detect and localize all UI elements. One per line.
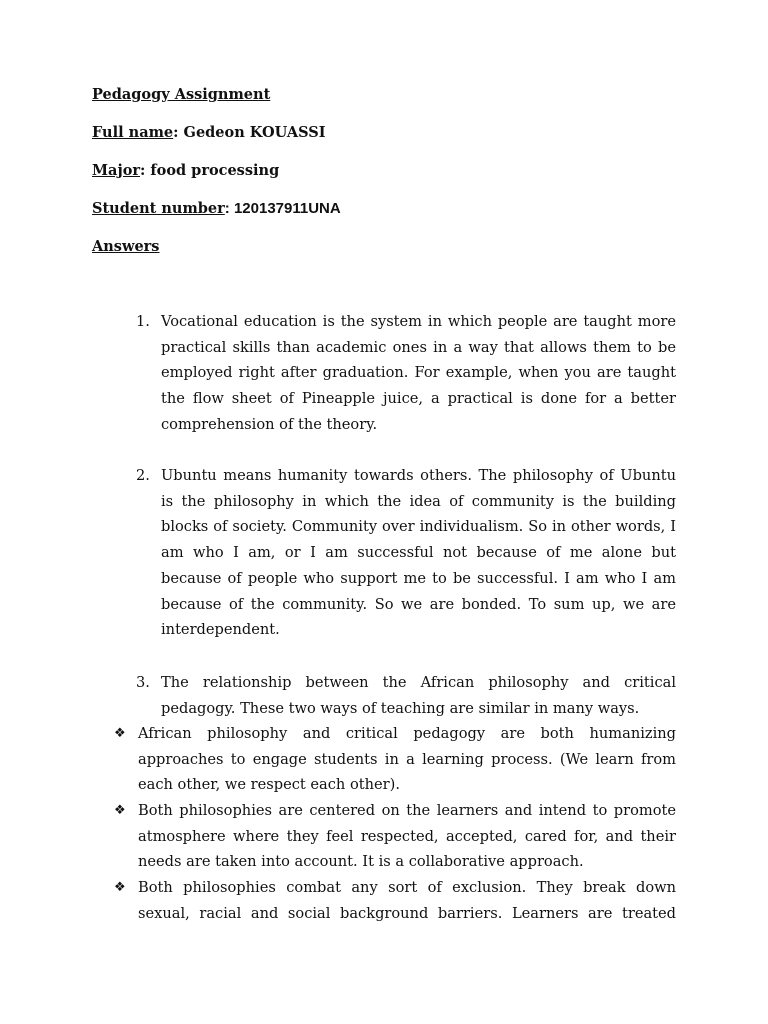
student-number-line bbox=[92, 200, 341, 218]
full-name-label: Full name bbox=[92, 124, 174, 141]
major-line bbox=[92, 162, 279, 180]
diamond-bullet-icon: ❖ bbox=[114, 726, 126, 741]
answer-text: Vocational education is the system in which people are taught more practical skills than academic ones in a way that allows them to be employed right after graduation. For example, when you are taught the flow sheet of Pineapple juice, a practical is done for a better comprehension of the theory. bbox=[161, 313, 676, 433]
major-value: : food processing bbox=[140, 162, 280, 179]
answer-item bbox=[136, 309, 676, 438]
diamond-bullet-icon: ❖ bbox=[114, 880, 126, 895]
student-number-label: Student number bbox=[92, 200, 225, 217]
bullet-item bbox=[114, 875, 676, 926]
bullet-item bbox=[114, 798, 676, 875]
bullet-text: Both philosophies combat any sort of exclusion. They break down sexual, racial and social background barriers. Learners are treated bbox=[138, 879, 676, 922]
answer-number: 2. bbox=[136, 467, 150, 484]
answer-item bbox=[136, 463, 676, 643]
answer-text: The relationship between the African philosophy and critical pedagogy. These two ways of teaching are similar in many ways. bbox=[161, 674, 676, 717]
answer-item bbox=[136, 670, 676, 721]
answer-number: 3. bbox=[136, 674, 150, 691]
diamond-bullet-icon: ❖ bbox=[114, 803, 126, 818]
full-name-line bbox=[92, 124, 326, 142]
full-name-value: : Gedeon KOUASSI bbox=[173, 124, 326, 141]
answer-text: Ubuntu means humanity towards others. The philosophy of Ubuntu is the philosophy in which the idea of community is the building blocks of society. Community over individualism. So in other words, I am who I am, or I am successful not because of me alone but because of people who support me to be successful. I am who I am because of the community. So we are bonded. To sum up, we are interdependent. bbox=[161, 467, 676, 639]
bullet-item bbox=[114, 721, 676, 798]
student-number-value: : 120137911UNA bbox=[224, 200, 341, 217]
major-label: Major bbox=[92, 162, 141, 179]
answers-heading: Answers bbox=[92, 238, 160, 255]
answer-number: 1. bbox=[136, 313, 150, 330]
assignment-title: Pedagogy Assignment bbox=[92, 86, 271, 103]
bullet-text: African philosophy and critical pedagogy are both humanizing approaches to engage students in a learning process. (We learn from each other, we respect each other). bbox=[138, 725, 676, 794]
bullet-text: Both philosophies are centered on the learners and intend to promote atmosphere where they feel respected, accepted, cared for, and their needs are taken into account. It is a collaborative approach. bbox=[138, 802, 676, 871]
